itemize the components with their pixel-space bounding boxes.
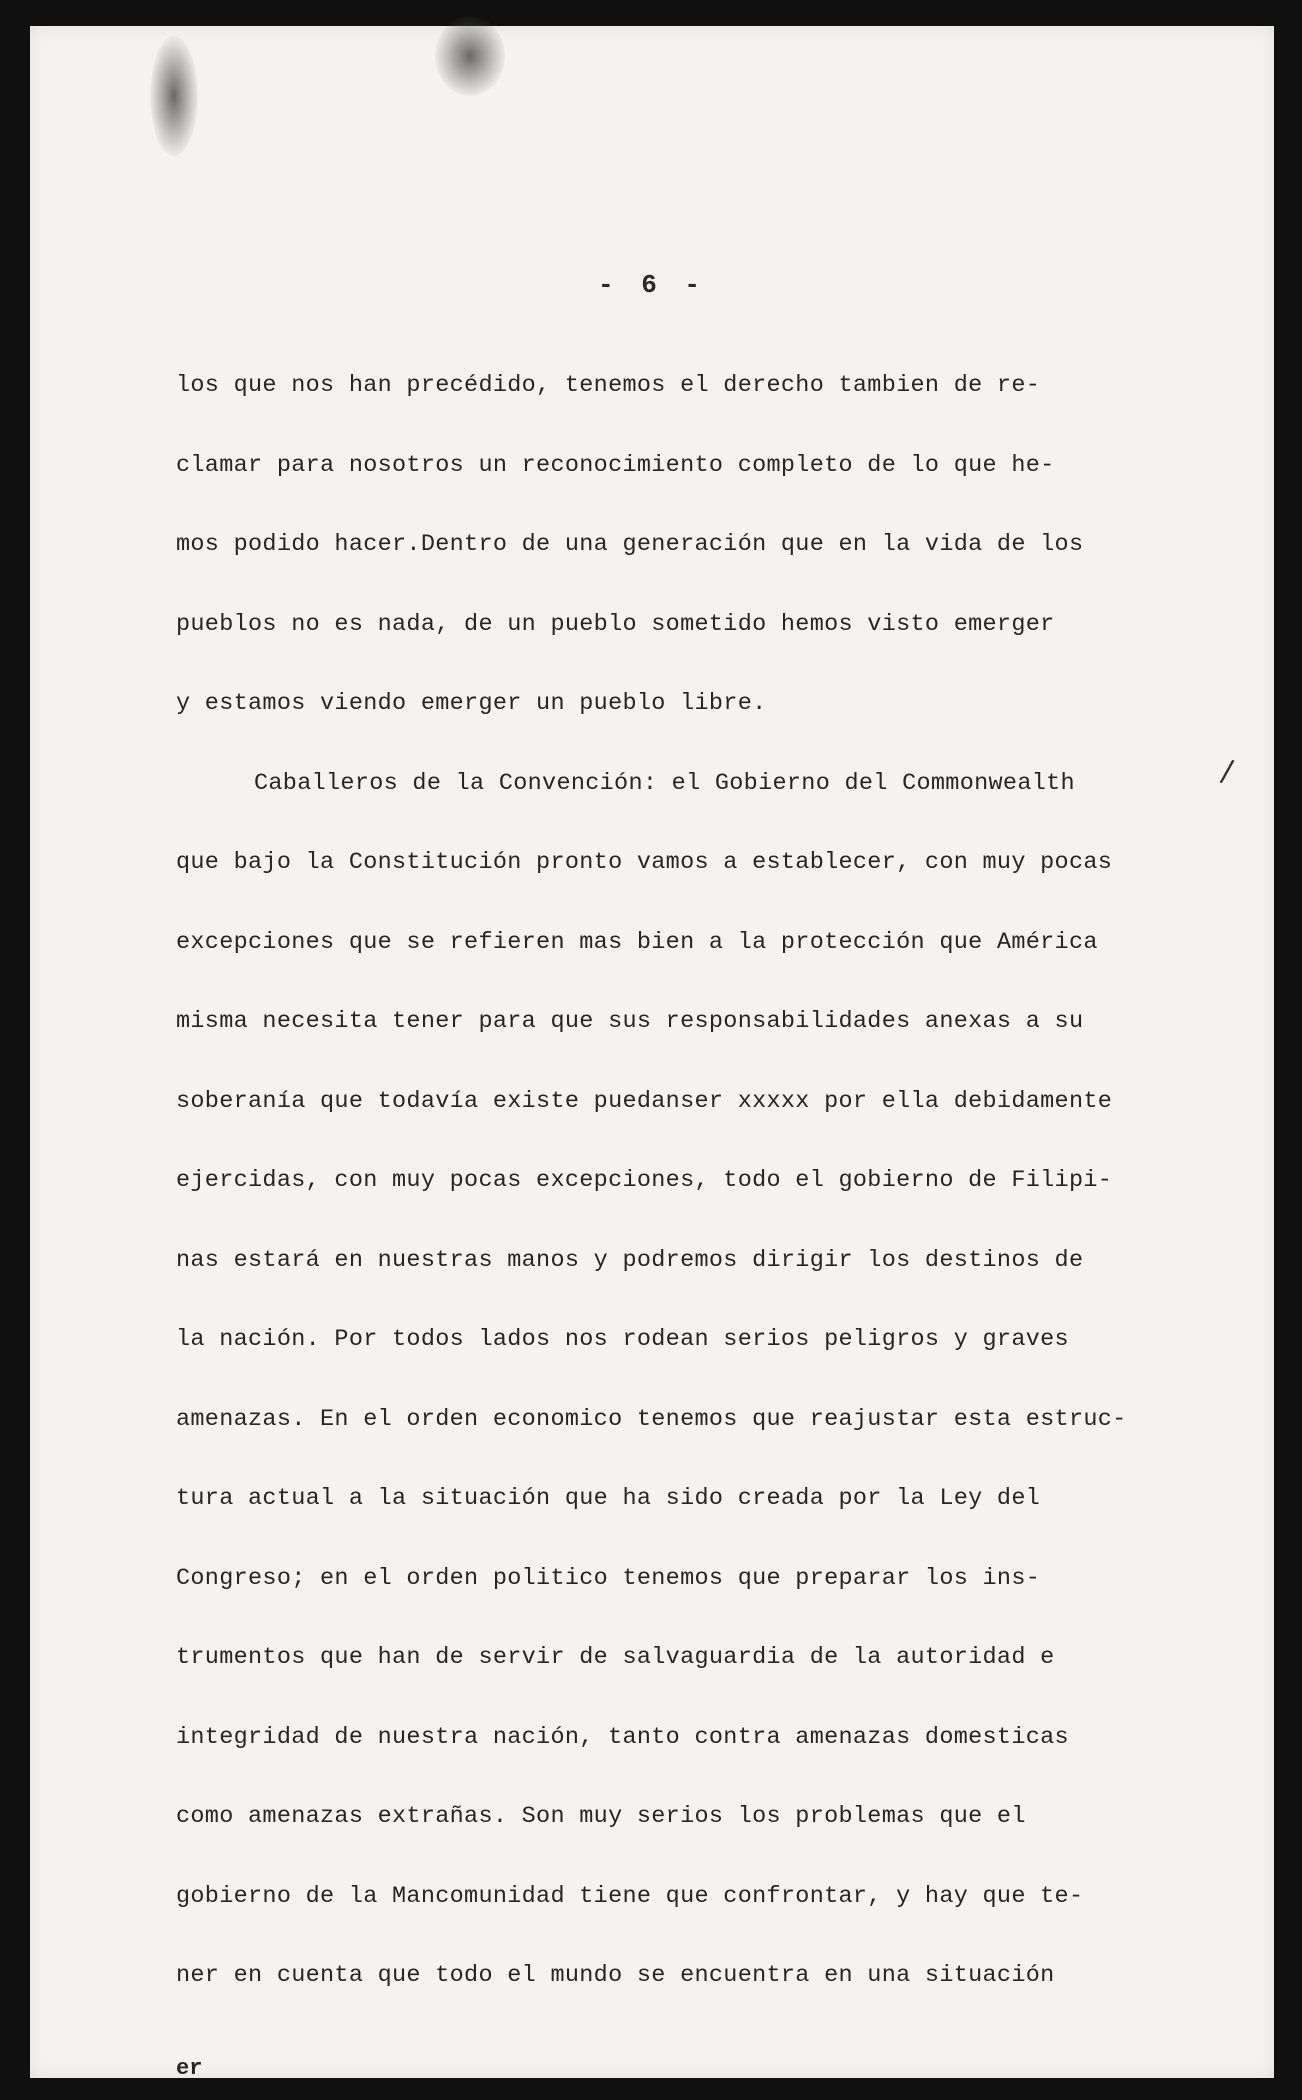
text-line: amenazas. En el orden economico tenemos que reajustar esta estruc- <box>176 1405 1127 1433</box>
text-line: misma necesita tener para que sus responsabilidades anexas a su <box>176 1008 1084 1035</box>
text-line: ejercidas, con muy pocas excepciones, todo el gobierno de Filipi- <box>176 1167 1113 1194</box>
text-line: tura actual a la situación que ha sido creada por la Ley del <box>176 1485 1041 1512</box>
text-line: excepciones que se refieren mas bien a la protección que América <box>176 928 1098 956</box>
text-line: gobierno de la Mancomunidad tiene que confrontar, y hay que te- <box>176 1882 1084 1910</box>
catchword: er <box>176 2056 203 2081</box>
page-number: - 6 - <box>597 270 706 300</box>
text-line: ner en cuenta que todo el mundo se encuentra en una situación <box>176 1962 1055 1989</box>
ink-smudge-top <box>435 16 505 96</box>
text-line: soberanía que todavía existe puedanser xxxxx por ella debidamente <box>176 1087 1113 1115</box>
document-page <box>30 26 1274 2081</box>
body-text <box>176 356 1236 2026</box>
text-line: pueblos no es nada, de un pueblo sometido hemos visto emerger <box>176 610 1055 638</box>
text-line-paragraph-start: Caballeros de la Convención: el Gobierno del Commonwealth <box>254 769 1075 797</box>
text-line: Congreso; en el orden politico tenemos que preparar los ins- <box>176 1564 1041 1592</box>
text-line: integridad de nuestra nación, tanto contra amenazas domesticas <box>176 1723 1069 1751</box>
text-line: como amenazas extrañas. Son muy serios los problemas que el <box>176 1803 1026 1830</box>
text-line: trumentos que han de servir de salvaguardia de la autoridad e <box>176 1644 1055 1671</box>
ink-smudge-left <box>150 36 198 156</box>
text-line: la nación. Por todos lados nos rodean serios peligros y graves <box>176 1326 1069 1353</box>
text-line: los que nos han precédido, tenemos el derecho tambien de re- <box>176 372 1041 399</box>
text-line: que bajo la Constitución pronto vamos a establecer, con muy pocas <box>176 849 1113 876</box>
text-line: nas estará en nuestras manos y podremos dirigir los destinos de <box>176 1246 1084 1274</box>
text-line: clamar para nosotros un reconocimiento completo de lo que he- <box>176 451 1055 479</box>
margin-pencil-mark: ∕ <box>1218 753 1236 790</box>
text-line: y estamos viendo emerger un pueblo libre. <box>176 690 767 717</box>
text-line: mos podido hacer.Dentro de una generación que en la vida de los <box>176 531 1084 558</box>
